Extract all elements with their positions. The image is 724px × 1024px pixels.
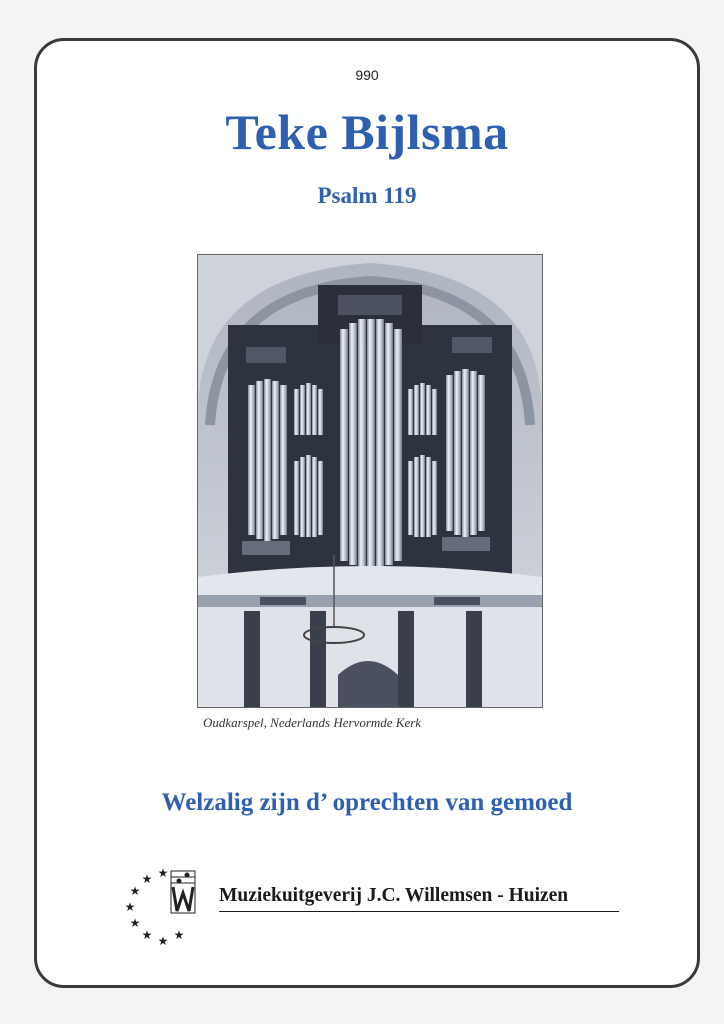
composer-name: Teke Bijlsma xyxy=(225,104,509,160)
cover-frame xyxy=(34,38,700,988)
svg-text:★: ★ xyxy=(129,884,141,898)
svg-text:★: ★ xyxy=(157,866,169,880)
catalog-number: 990 xyxy=(355,67,379,83)
photo-caption: Oudkarspel, Nederlands Hervormde Kerk xyxy=(203,715,422,730)
svg-text:★: ★ xyxy=(141,872,153,886)
svg-text:★: ★ xyxy=(124,900,136,914)
work-title: Psalm 119 xyxy=(317,183,417,208)
organ-illustration xyxy=(198,255,542,707)
psalm-subtitle: Welzalig zijn d’ oprechten van gemoed xyxy=(161,789,573,816)
publisher-name: Muziekuitgeverij J.C. Willemsen - Huizen xyxy=(219,885,619,912)
star-circle-w-logo-icon xyxy=(123,861,203,947)
svg-text:★: ★ xyxy=(173,928,185,942)
organ-photo xyxy=(197,254,543,708)
svg-text:★: ★ xyxy=(141,928,153,942)
svg-text:★: ★ xyxy=(157,934,169,947)
svg-text:★: ★ xyxy=(129,916,141,930)
